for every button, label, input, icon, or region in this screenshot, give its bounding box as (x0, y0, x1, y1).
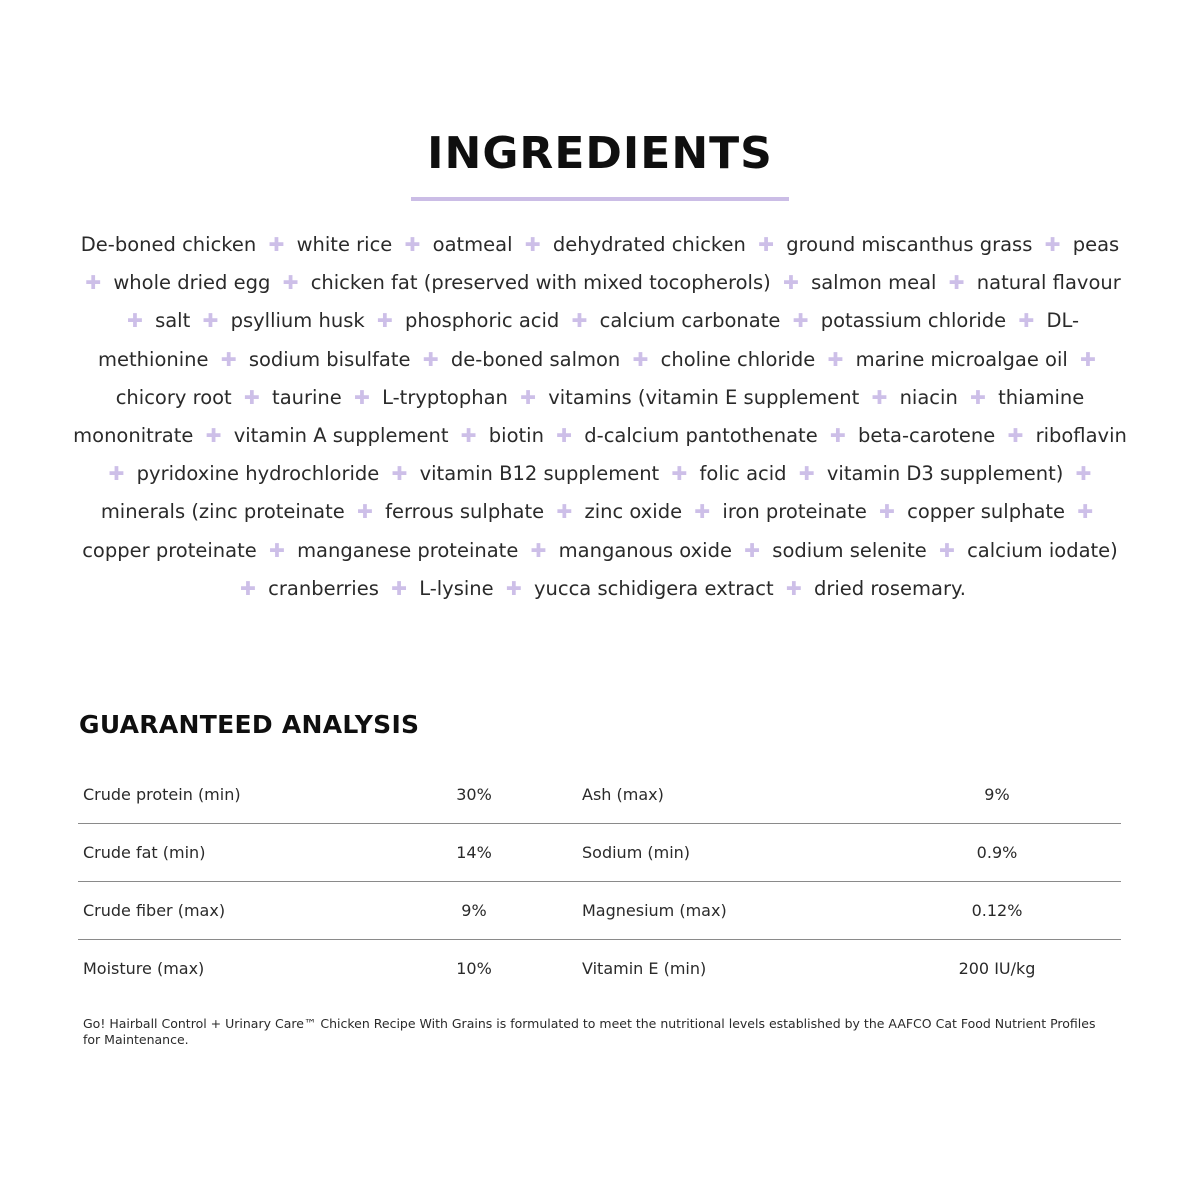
nutrient-value: 30% (456, 785, 492, 804)
ingredient-item: dried rosemary. (813, 576, 966, 600)
ingredient-item: phosphoric acid (404, 309, 560, 333)
plus-icon: ✚ (829, 425, 846, 448)
nutrient-name: Crude fat (min) (83, 843, 206, 862)
plus-icon: ✚ (1007, 425, 1024, 448)
ingredient-item: vitamins (vitamin E supplement (548, 385, 860, 409)
ingredient-item: niacin (899, 385, 958, 409)
plus-icon: ✚ (798, 463, 815, 486)
plus-icon: ✚ (879, 501, 895, 524)
plus-icon: ✚ (282, 272, 299, 295)
plus-icon: ✚ (108, 463, 125, 486)
plus-icon: ✚ (556, 425, 573, 448)
ingredient-item: psyllium husk (230, 309, 365, 333)
plus-icon: ✚ (1077, 501, 1094, 524)
ingredient-item: chicory root (115, 385, 232, 409)
plus-icon: ✚ (827, 348, 844, 371)
ingredient-item: copper sulphate (907, 500, 1066, 524)
aafco-statement: Go! Hairball Control + Urinary Care™ Chicken Recipe With Grains is formulated to meet the nutritional levels established by the AAFCO Cat Food Nutrient Profiles for Maintenance. (83, 1016, 1096, 1047)
ingredient-item: sodium bisulfate (248, 347, 411, 371)
plus-icon: ✚ (530, 539, 547, 562)
ingredient-item: zinc oxide (584, 500, 683, 524)
ingredient-item: d-calcium pantothenate (584, 424, 818, 448)
plus-icon: ✚ (126, 310, 143, 333)
plus-icon: ✚ (520, 386, 537, 409)
plus-icon: ✚ (571, 310, 588, 333)
plus-icon: ✚ (391, 463, 408, 486)
plus-icon: ✚ (1075, 463, 1092, 486)
plus-icon: ✚ (758, 234, 774, 256)
plus-icon: ✚ (460, 425, 477, 448)
plus-icon: ✚ (524, 234, 541, 256)
plus-icon: ✚ (505, 577, 522, 600)
ingredient-item: thiamine mononitrate (73, 385, 1085, 448)
ingredient-item: iron proteinate (722, 500, 867, 524)
ingredient-item: whole dried egg (113, 271, 271, 295)
ingredient-item: marine microalgae oil (855, 347, 1068, 371)
plus-icon: ✚ (1044, 234, 1061, 256)
ingredient-item: vitamin B12 supplement (419, 462, 660, 486)
plus-icon: ✚ (376, 310, 393, 333)
ingredient-item: sodium selenite (772, 538, 927, 562)
ingredient-item: vitamin D3 supplement) (826, 462, 1064, 486)
title-underline (411, 197, 789, 201)
nutrient-value: 0.9% (976, 843, 1018, 862)
ingredient-item: ferrous sulphate (385, 500, 545, 524)
plus-icon: ✚ (744, 539, 761, 562)
ingredient-item: choline chloride (660, 347, 816, 371)
plus-icon: ✚ (243, 386, 260, 409)
plus-icon: ✚ (205, 425, 222, 448)
ingredient-item: manganese proteinate (297, 538, 519, 562)
nutrient-name: Crude fiber (max) (83, 901, 226, 920)
ingredient-item: dehydrated chicken (552, 233, 746, 256)
plus-icon: ✚ (354, 386, 370, 409)
ingredient-item: potassium chloride (820, 309, 1007, 333)
plus-icon: ✚ (404, 234, 421, 256)
nutrient-name: Vitamin E (min) (582, 959, 707, 978)
ingredient-item: ground miscanthus grass (786, 233, 1033, 256)
plus-icon: ✚ (694, 501, 711, 524)
plus-icon: ✚ (240, 577, 256, 600)
plus-icon: ✚ (202, 310, 219, 333)
ingredient-item: L-lysine (419, 576, 494, 600)
table-row (78, 766, 1121, 824)
nutrient-value: 10% (456, 959, 492, 978)
nutrient-name: Crude protein (min) (83, 785, 241, 804)
ingredient-item: minerals (zinc proteinate (100, 500, 345, 524)
nutrient-name: Ash (max) (582, 785, 664, 804)
guaranteed-analysis-title: GUARANTEED ANALYSIS (79, 710, 420, 739)
ingredient-item: pyridoxine hydrochloride (136, 462, 380, 486)
plus-icon: ✚ (871, 386, 888, 409)
nutrient-name: Magnesium (max) (582, 901, 727, 920)
ingredient-item: salmon meal (811, 271, 937, 295)
ingredients-list (72, 226, 1128, 608)
nutrient-name: Sodium (min) (582, 843, 691, 862)
plus-icon: ✚ (85, 272, 102, 295)
ingredient-item: yucca schidigera extract (533, 576, 774, 600)
table-row (78, 882, 1121, 940)
ingredient-item: white rice (296, 233, 393, 256)
ingredient-item: taurine (272, 385, 342, 409)
ingredient-item: biotin (488, 424, 544, 448)
plus-icon: ✚ (782, 272, 799, 295)
table-row (78, 940, 1121, 997)
ingredient-item: oatmeal (432, 233, 513, 256)
ingredient-item: calcium carbonate (599, 309, 781, 333)
nutrient-name: Moisture (max) (83, 959, 205, 978)
plus-icon: ✚ (356, 501, 373, 524)
plus-icon: ✚ (938, 539, 955, 562)
ingredient-item: L-tryptophan (382, 385, 508, 409)
plus-icon: ✚ (391, 577, 407, 600)
nutrient-value: 14% (456, 843, 492, 862)
plus-icon: ✚ (1080, 348, 1096, 371)
plus-icon: ✚ (556, 501, 573, 524)
ingredient-item: folic acid (699, 462, 787, 486)
table-row (78, 824, 1121, 882)
plus-icon: ✚ (632, 348, 649, 371)
plus-icon: ✚ (785, 577, 802, 600)
plus-icon: ✚ (268, 234, 285, 256)
plus-icon: ✚ (671, 463, 688, 486)
ingredient-item: cranberries (268, 576, 379, 600)
plus-icon: ✚ (970, 386, 986, 409)
ingredient-item: De-boned chicken (80, 233, 257, 256)
plus-icon: ✚ (792, 310, 809, 333)
ingredient-item: peas (1072, 233, 1120, 256)
nutrient-value: 9% (461, 901, 487, 920)
ingredient-item: de-boned salmon (450, 347, 621, 371)
plus-icon: ✚ (422, 348, 439, 371)
ingredient-item: calcium iodate) (967, 538, 1118, 562)
nutrient-value: 0.12% (971, 901, 1023, 920)
ingredient-item: copper proteinate (82, 538, 257, 562)
ingredient-item: salt (155, 309, 191, 333)
plus-icon: ✚ (1018, 310, 1035, 333)
nutrient-value: 9% (984, 785, 1010, 804)
nutrient-value: 200 IU/kg (958, 959, 1036, 978)
ingredient-item: beta-carotene (858, 424, 996, 448)
ingredient-item: DL-methionine (98, 309, 1080, 371)
guaranteed-analysis-table (78, 766, 1121, 997)
plus-icon: ✚ (268, 539, 285, 562)
ingredient-item: chicken fat (preserved with mixed tocopherols) (310, 271, 771, 295)
ingredient-item: manganous oxide (558, 538, 732, 562)
ingredients-title: INGREDIENTS (427, 128, 773, 179)
plus-icon: ✚ (220, 348, 237, 371)
ingredient-item: riboflavin (1035, 424, 1127, 448)
plus-icon: ✚ (948, 272, 965, 295)
ingredient-item: natural flavour (976, 271, 1121, 295)
ingredient-item: vitamin A supplement (233, 424, 449, 448)
